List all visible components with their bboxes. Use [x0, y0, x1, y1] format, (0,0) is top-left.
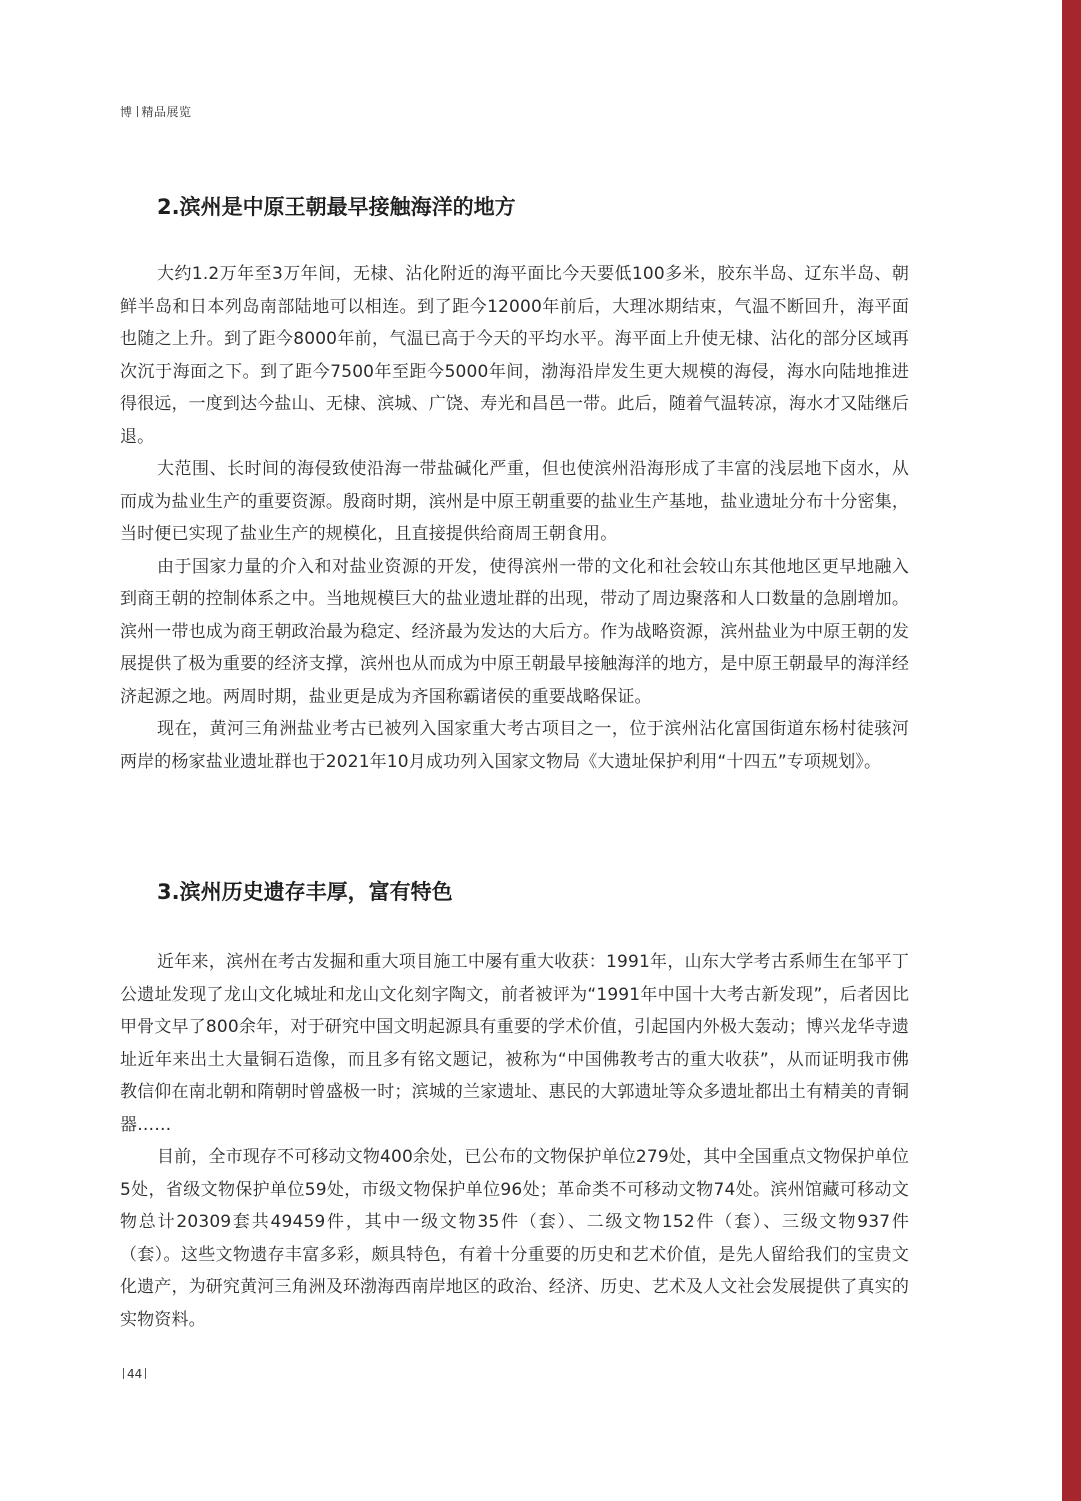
- body-paragraph: 近年来，滨州在考古发掘和重大项目施工中屡有重大收获：1991年，山东大学考古系师生在邹平丁公遗址发现了龙山文化城址和龙山文化刻字陶文，前者被评为“1991年中国十大考古新发现”，后者因比甲骨文早了800余年，对于研究中国文明起源具有重要的学术价值，引起国内外极大轰动；博兴龙华寺遗址近年来出土大量铜石造像，而且多有铭文题记，被称为“中国佛教考古的重大收获”，从而证明我市佛教信仰在南北朝和隋朝时曾盛极一时；滨城的兰家遗址、惠民的大郭遗址等众多遗址都出土有精美的青铜器……: [120, 952, 909, 1135]
- section-body: [120, 258, 909, 778]
- section-body: [120, 946, 909, 1336]
- page-number-left-divider: [123, 1368, 124, 1379]
- body-paragraph: 目前，全市现存不可移动文物400余处，已公布的文物保护单位279处，其中全国重点文物保护单位5处，省级文物保护单位59处，市级文物保护单位96处；革命类不可移动文物74处。滨州馆藏可移动文物总计20309套共49459件，其中一级文物35件（套）、二级文物152件（套）、三级文物937件（套）。这些文物遗存丰富多彩，颇具特色，有着十分重要的历史和艺术价值，是先人留给我们的宝贵文化遗产，为研究黄河三角洲及环渤海西南岸地区的政治、经济、历史、艺术及人文社会发展提供了真实的实物资料。: [120, 1147, 909, 1330]
- body-paragraph: 由于国家力量的介入和对盐业资源的开发，使得滨州一带的文化和社会较山东其他地区更早地融入到商王朝的控制体系之中。当地规模巨大的盐业遗址群的出现，带动了周边聚落和人口数量的急剧增加。滨州一带也成为商王朝政治最为稳定、经济最为发达的大后方。作为战略资源，滨州盐业为中原王朝的发展提供了极为重要的经济支撑，滨州也从而成为中原王朝最早接触海洋的地方，是中原王朝最早的海洋经济起源之地。两周时期，盐业更是成为齐国称霸诸侯的重要战略保证。: [120, 556, 909, 707]
- body-paragraph: 现在，黄河三角洲盐业考古已被列入国家重大考古项目之一，位于滨州沾化富国街道东杨村徒骇河两岸的杨家盐业遗址群也于2021年10月成功列入国家文物局《大遗址保护利用“十四五”专项规划》。: [120, 719, 909, 772]
- body-paragraph: 大约1.2万年至3万年间，无棣、沾化附近的海平面比今天要低100多米，胶东半岛、辽东半岛、朝鲜半岛和日本列岛南部陆地可以相连。到了距今12000年前后，大理冰期结束，气温不断回升，海平面也随之上升。到了距今8000年前，气温已高于今天的平均水平。海平面上升使无棣、沾化的部分区域再次沉于海面之下。到了距今7500年至距今5000年间，渤海沿岸发生更大规模的海侵，海水向陆地推进得很远，一度到达今盐山、无棣、滨城、广饶、寿光和昌邑一带。此后，随着气温转凉，海水才又陆继后退。: [120, 264, 909, 447]
- header-left-label: 博: [120, 105, 133, 119]
- body-paragraph: 大范围、长时间的海侵致使沿海一带盐碱化严重，但也使滨州沿海形成了丰富的浅层地下卤水，从而成为盐业生产的重要资源。殷商时期，滨州是中原王朝重要的盐业生产基地，盐业遗址分布十分密集，当时便已实现了盐业生产的规模化，且直接提供给商周王朝食用。: [120, 459, 909, 544]
- page-number-value: 44: [127, 1367, 143, 1381]
- page-number-right-divider: [145, 1368, 146, 1379]
- header-divider: [137, 106, 138, 117]
- section-heading: 2.滨州是中原王朝最早接触海洋的地方: [157, 195, 516, 219]
- section-heading: 3.滨州历史遗存丰厚，富有特色: [157, 880, 453, 904]
- page-number: [120, 1366, 149, 1382]
- running-header: [120, 104, 192, 120]
- red-edge-bar: [1062, 0, 1081, 1501]
- header-section-label: 精品展览: [141, 105, 192, 119]
